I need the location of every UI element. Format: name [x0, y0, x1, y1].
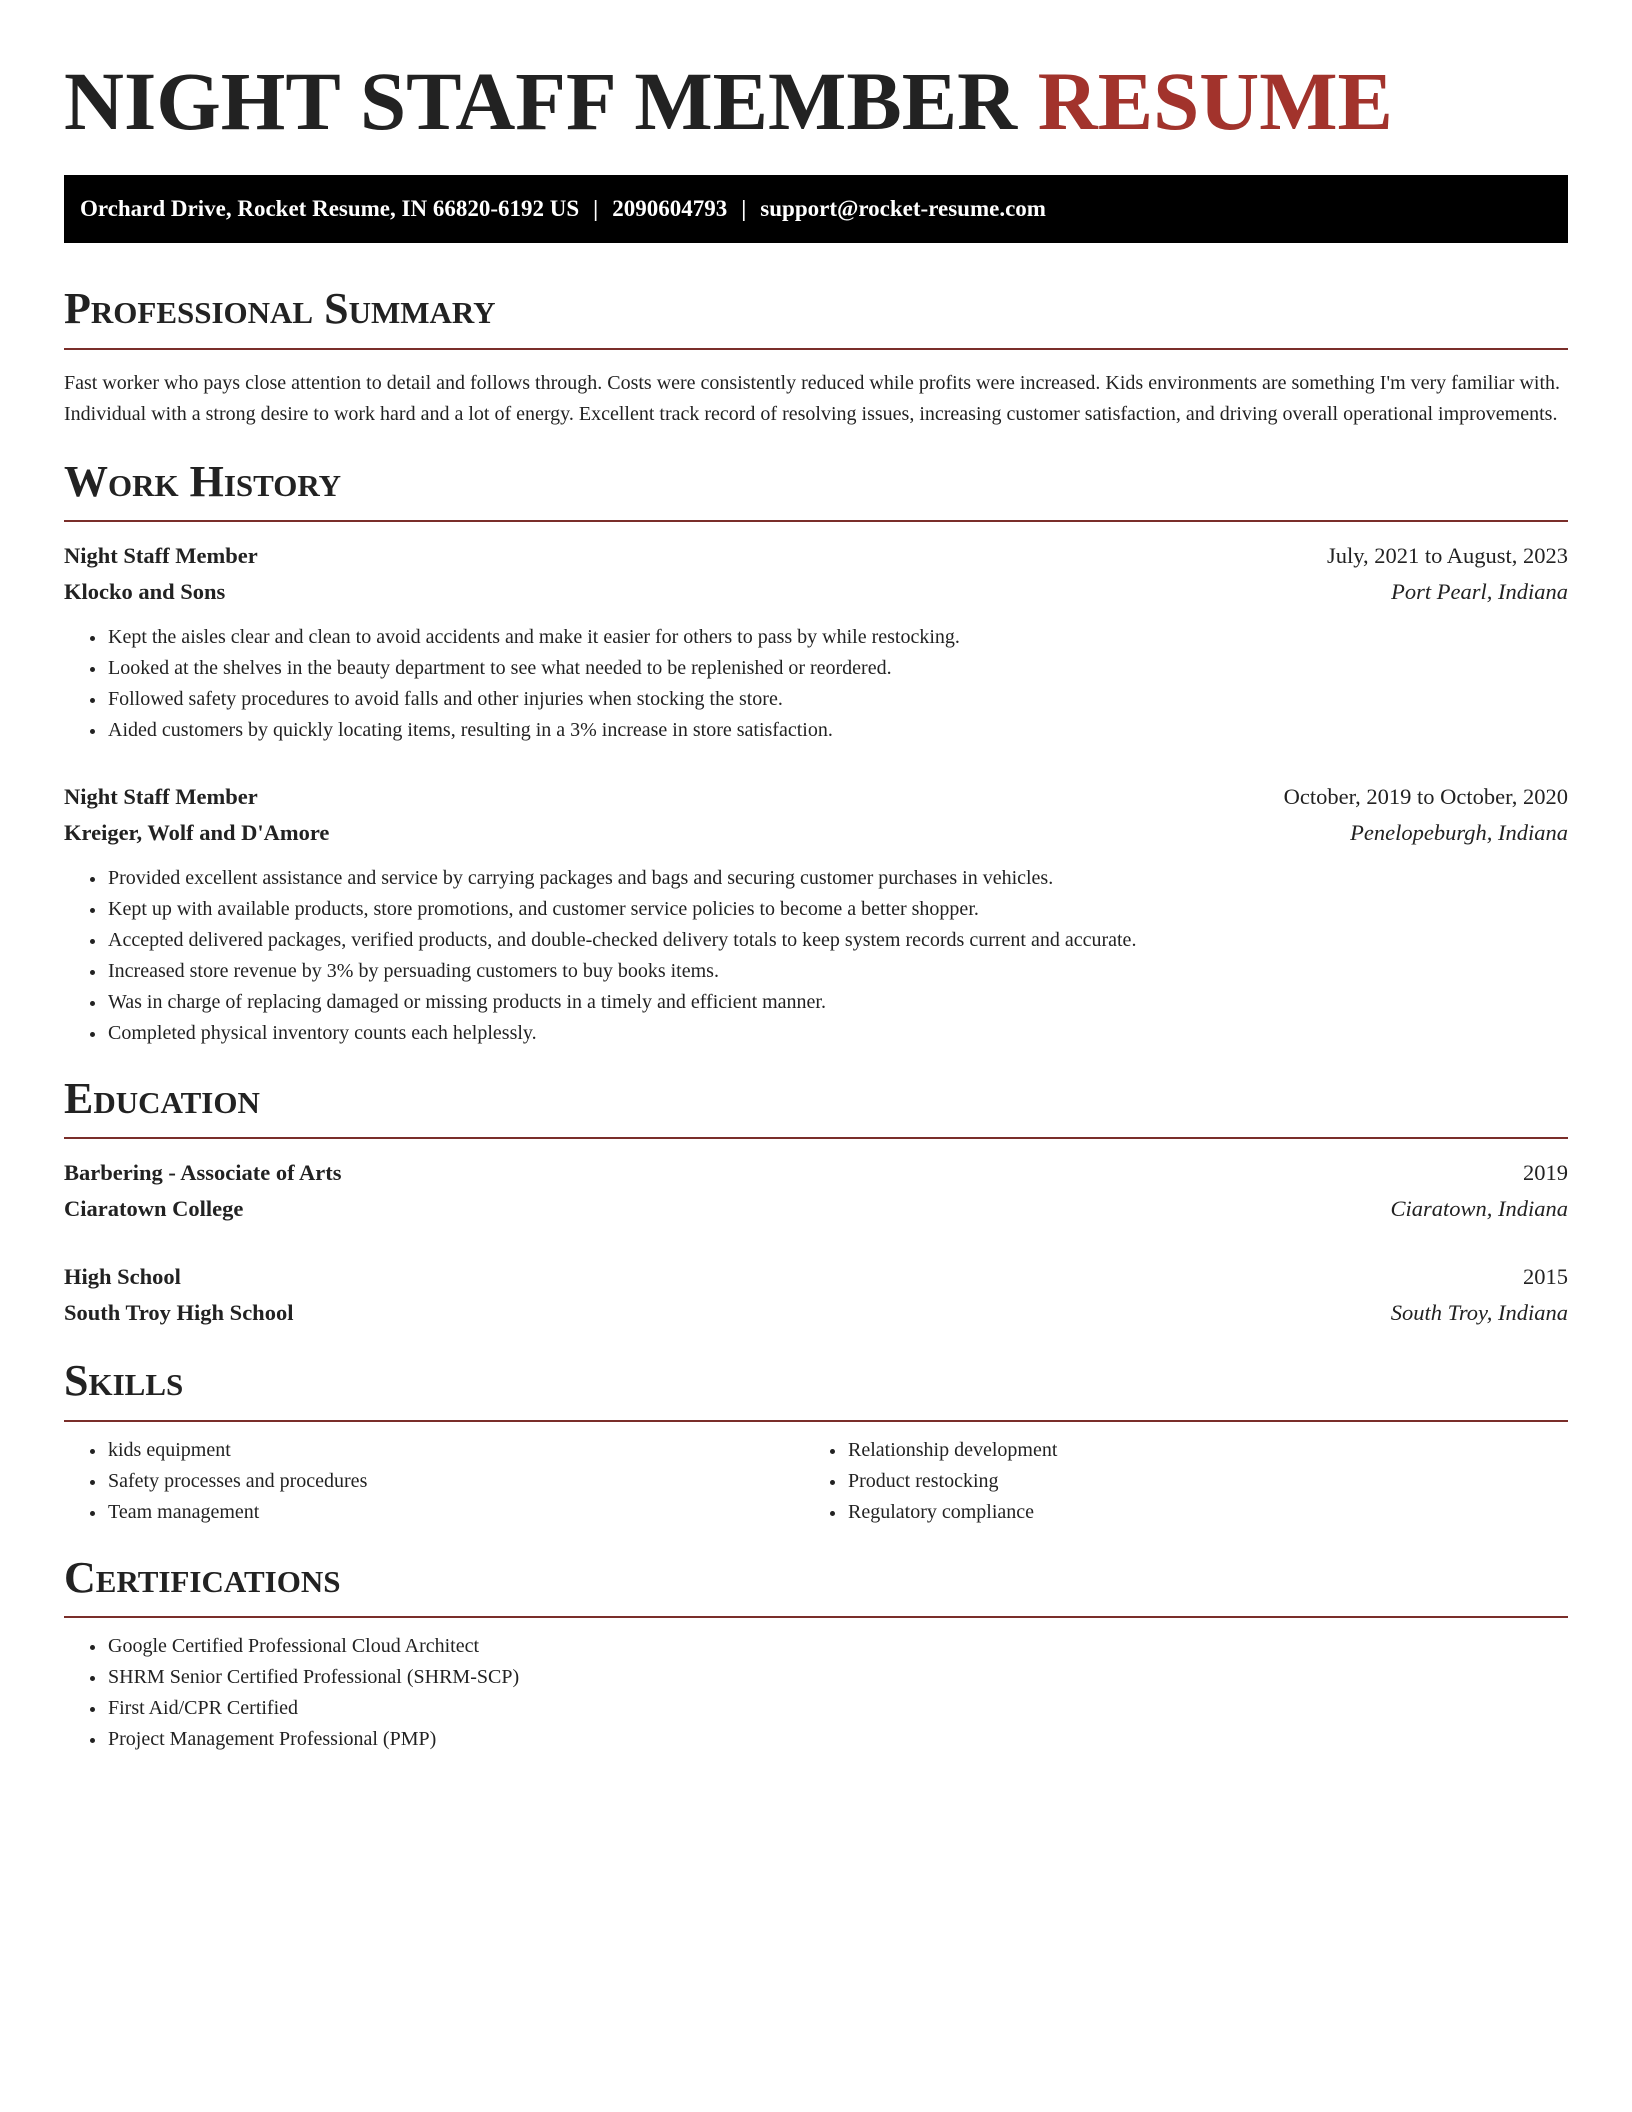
skills-columns — [64, 1435, 1568, 1528]
list-item: • Relationship development — [847, 1435, 1544, 1466]
job-location: Port Pearl, Indiana — [1391, 578, 1568, 604]
section-title-certifications: Certifications — [64, 1552, 341, 1602]
summary-section — [64, 285, 1568, 429]
summary-text: Fast worker who pays close attention to detail and follows through. Costs were consistently reduced while profits were increased. Kids environments are something I'm very familiar with. Individual with a strong desire to work hard and a lot of energy. Excellent track record of resolving issues, increasing customer satisfaction, and driving overall operational improvements. — [64, 371, 1561, 425]
section-title-skills: Skills — [64, 1356, 184, 1406]
list-item: • Looked at the shelves in the beauty department to see what needed to be replenished or reordered. — [107, 653, 1568, 684]
list-item: • Team management — [107, 1497, 804, 1528]
education-year: 2015 — [1523, 1264, 1568, 1290]
job-bullets — [64, 863, 1568, 1049]
section-divider — [64, 1420, 1568, 1422]
contact-address: Orchard Drive, Rocket Resume, IN 66820-6192 US — [80, 196, 580, 222]
list-item: • Product restocking — [847, 1466, 1544, 1497]
job-bullets — [64, 622, 1568, 746]
list-item: • SHRM Senior Certified Professional (SHRM-SCP) — [107, 1662, 1568, 1693]
list-item: • Kept up with available products, store promotions, and customer service policies to become a better shopper. — [107, 894, 1568, 925]
education-section — [64, 1075, 1568, 1331]
contact-phone: 2090604793 — [612, 196, 728, 222]
education-school: Ciaratown College — [64, 1196, 244, 1222]
title-accent: RESUME — [1037, 55, 1393, 147]
job-title: Night Staff Member — [64, 542, 258, 568]
job-dates: July, 2021 to August, 2023 — [1326, 542, 1568, 568]
list-item: • Safety processes and procedures — [107, 1466, 804, 1497]
skills-section — [64, 1357, 1568, 1527]
list-item: • Provided excellent assistance and service by carrying packages and bags and securing customer purchases in vehicles. — [107, 863, 1568, 894]
list-item: • Aided customers by quickly locating items, resulting in a 3% increase in store satisfaction. — [107, 715, 1568, 746]
certifications-section — [64, 1554, 1568, 1755]
section-title-education: Education — [64, 1073, 260, 1123]
list-item: • Kept the aisles clear and clean to avoid accidents and make it easier for others to pass by while restocking. — [107, 622, 1568, 653]
education-location: Ciaratown, Indiana — [1390, 1196, 1568, 1222]
section-divider — [64, 520, 1568, 522]
section-title-summary: Professional Summary — [64, 284, 496, 334]
job-company: Klocko and Sons — [64, 578, 226, 604]
section-divider — [64, 348, 1568, 350]
education-degree: Barbering - Associate of Arts — [64, 1160, 342, 1186]
list-item: • Project Management Professional (PMP) — [107, 1724, 1568, 1755]
section-divider — [64, 1137, 1568, 1139]
job-dates: October, 2019 to October, 2020 — [1283, 783, 1568, 809]
list-item: • Followed safety procedures to avoid falls and other injuries when stocking the store. — [107, 684, 1568, 715]
education-school: South Troy High School — [64, 1300, 294, 1326]
job-company: Kreiger, Wolf and D'Amore — [64, 819, 330, 845]
contact-separator: | — [741, 196, 747, 222]
job-entry — [64, 538, 1568, 746]
resume-title — [64, 55, 1568, 147]
list-item: • Google Certified Professional Cloud Architect — [107, 1631, 1568, 1662]
contact-bar — [64, 175, 1568, 243]
resume-page — [64, 0, 1568, 1755]
education-year: 2019 — [1523, 1160, 1568, 1186]
job-entry — [64, 779, 1568, 1049]
job-title: Night Staff Member — [64, 783, 258, 809]
job-location: Penelopeburgh, Indiana — [1350, 819, 1568, 845]
list-item: • kids equipment — [107, 1435, 804, 1466]
education-degree: High School — [64, 1264, 181, 1290]
skills-list-right — [804, 1435, 1544, 1528]
list-item: • First Aid/CPR Certified — [107, 1693, 1568, 1724]
title-main: NIGHT STAFF MEMBER — [64, 55, 1018, 147]
list-item: • Increased store revenue by 3% by persuading customers to buy books items. — [107, 956, 1568, 987]
list-item: • Was in charge of replacing damaged or missing products in a timely and efficient manner. — [107, 987, 1568, 1018]
education-location: South Troy, Indiana — [1390, 1300, 1568, 1326]
education-entry — [64, 1259, 1568, 1331]
contact-separator: | — [593, 196, 599, 222]
contact-email: support@rocket-resume.com — [760, 196, 1046, 222]
section-divider — [64, 1616, 1568, 1618]
section-title-work: Work History — [64, 456, 342, 506]
education-entry — [64, 1155, 1568, 1227]
skills-list-left — [64, 1435, 804, 1528]
list-item: • Regulatory compliance — [847, 1497, 1544, 1528]
work-section — [64, 458, 1568, 1049]
list-item: • Accepted delivered packages, verified products, and double-checked delivery totals to keep system records current and accurate. — [107, 925, 1568, 956]
certifications-list — [64, 1631, 1568, 1755]
list-item: • Completed physical inventory counts each helplessly. — [107, 1018, 1568, 1049]
